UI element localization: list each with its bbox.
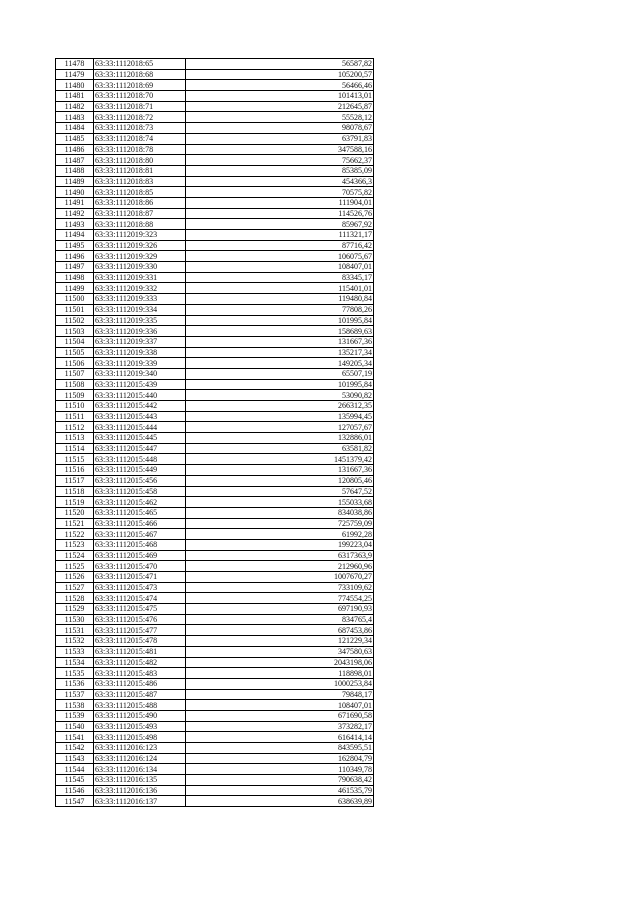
row-number: 11497 (56, 262, 94, 273)
row-number: 11484 (56, 123, 94, 134)
cadastral-number: 63:33:1112015:475 (94, 604, 186, 615)
cadastral-value: 114526,76 (186, 208, 374, 219)
row-number: 11545 (56, 775, 94, 786)
row-number: 11533 (56, 646, 94, 657)
cadastral-value: 57647,52 (186, 486, 374, 497)
cadastral-value: 199223,04 (186, 539, 374, 550)
table-row (56, 304, 374, 315)
cadastral-value: 834038,86 (186, 507, 374, 518)
table-row (56, 732, 374, 743)
row-number: 11502 (56, 315, 94, 326)
cadastral-value: 53090,82 (186, 390, 374, 401)
row-number: 11540 (56, 721, 94, 732)
cadastral-number: 63:33:1112019:330 (94, 262, 186, 273)
cadastral-number: 63:33:1112018:73 (94, 123, 186, 134)
table-row (56, 401, 374, 412)
cadastral-value: 75662,37 (186, 155, 374, 166)
table-row (56, 743, 374, 754)
cadastral-number: 63:33:1112018:72 (94, 112, 186, 123)
table-row (56, 785, 374, 796)
cadastral-number: 63:33:1112018:86 (94, 197, 186, 208)
table-row (56, 764, 374, 775)
row-number: 11507 (56, 368, 94, 379)
cadastral-value: 111321,17 (186, 230, 374, 241)
cadastral-value: 70575,82 (186, 187, 374, 198)
cadastral-number: 63:33:1112015:448 (94, 454, 186, 465)
cadastral-value: 158689,63 (186, 326, 374, 337)
cadastral-number: 63:33:1112015:449 (94, 465, 186, 476)
cadastral-value: 127057,67 (186, 422, 374, 433)
table-row (56, 700, 374, 711)
table-row (56, 497, 374, 508)
row-number: 11531 (56, 625, 94, 636)
cadastral-number: 63:33:1112018:88 (94, 219, 186, 230)
row-number: 11538 (56, 700, 94, 711)
cadastral-value: 2043198,06 (186, 657, 374, 668)
table-row (56, 358, 374, 369)
row-number: 11537 (56, 689, 94, 700)
row-number: 11480 (56, 80, 94, 91)
table-row (56, 262, 374, 273)
row-number: 11523 (56, 539, 94, 550)
cadastral-value: 790638,42 (186, 775, 374, 786)
cadastral-number: 63:33:1112016:135 (94, 775, 186, 786)
cadastral-number: 63:33:1112018:83 (94, 176, 186, 187)
cadastral-value: 115401,01 (186, 283, 374, 294)
table-row (56, 614, 374, 625)
cadastral-number: 63:33:1112015:470 (94, 561, 186, 572)
cadastral-number: 63:33:1112019:331 (94, 272, 186, 283)
table-row (56, 486, 374, 497)
row-number: 11501 (56, 304, 94, 315)
cadastral-number: 63:33:1112015:440 (94, 390, 186, 401)
table-row (56, 443, 374, 454)
cadastral-value: 101413,01 (186, 91, 374, 102)
row-number: 11499 (56, 283, 94, 294)
cadastral-value: 56587,82 (186, 59, 374, 70)
row-number: 11521 (56, 518, 94, 529)
cadastral-number: 63:33:1112015:490 (94, 710, 186, 721)
cadastral-number: 63:33:1112015:482 (94, 657, 186, 668)
cadastral-number: 63:33:1112019:332 (94, 283, 186, 294)
cadastral-number: 63:33:1112015:458 (94, 486, 186, 497)
table-row (56, 604, 374, 615)
cadastral-value: 135217,34 (186, 347, 374, 358)
cadastral-value: 118898,01 (186, 668, 374, 679)
table-row (56, 657, 374, 668)
table-row (56, 240, 374, 251)
cadastral-number: 63:33:1112019:336 (94, 326, 186, 337)
cadastral-value: 212645,87 (186, 101, 374, 112)
row-number: 11528 (56, 593, 94, 604)
row-number: 11505 (56, 347, 94, 358)
table-row (56, 80, 374, 91)
cadastral-number: 63:33:1112015:469 (94, 550, 186, 561)
cadastral-value: 119480,84 (186, 294, 374, 305)
row-number: 11512 (56, 422, 94, 433)
row-number: 11488 (56, 165, 94, 176)
table-row (56, 283, 374, 294)
cadastral-number: 63:33:1112015:467 (94, 529, 186, 540)
table-row (56, 507, 374, 518)
cadastral-number: 63:33:1112015:473 (94, 582, 186, 593)
cadastral-number: 63:33:1112018:69 (94, 80, 186, 91)
cadastral-number: 63:33:1112015:466 (94, 518, 186, 529)
cadastral-number: 63:33:1112019:337 (94, 336, 186, 347)
table-row (56, 272, 374, 283)
cadastral-value: 63581,82 (186, 443, 374, 454)
cadastral-number: 63:33:1112019:333 (94, 294, 186, 305)
cadastral-number: 63:33:1112015:445 (94, 433, 186, 444)
row-number: 11481 (56, 91, 94, 102)
cadastral-number: 63:33:1112016:124 (94, 753, 186, 764)
row-number: 11516 (56, 465, 94, 476)
row-number: 11493 (56, 219, 94, 230)
cadastral-value: 87716,42 (186, 240, 374, 251)
cadastral-number: 63:33:1112015:468 (94, 539, 186, 550)
table-row (56, 347, 374, 358)
row-number: 11547 (56, 796, 94, 807)
row-number: 11543 (56, 753, 94, 764)
row-number: 11509 (56, 390, 94, 401)
cadastral-value: 843595,51 (186, 743, 374, 754)
row-number: 11527 (56, 582, 94, 593)
cadastral-number: 63:33:1112016:136 (94, 785, 186, 796)
table-row (56, 593, 374, 604)
row-number: 11498 (56, 272, 94, 283)
cadastral-value: 687453,86 (186, 625, 374, 636)
cadastral-value: 454366,3 (186, 176, 374, 187)
cadastral-number: 63:33:1112015:477 (94, 625, 186, 636)
row-number: 11486 (56, 144, 94, 155)
row-number: 11529 (56, 604, 94, 615)
cadastral-value: 373282,17 (186, 721, 374, 732)
row-number: 11494 (56, 230, 94, 241)
table-row (56, 251, 374, 262)
row-number: 11539 (56, 710, 94, 721)
cadastral-value: 671690,58 (186, 710, 374, 721)
table-row (56, 775, 374, 786)
row-number: 11526 (56, 572, 94, 583)
table-row (56, 475, 374, 486)
table-row (56, 625, 374, 636)
cadastral-number: 63:33:1112016:137 (94, 796, 186, 807)
cadastral-number: 63:33:1112018:70 (94, 91, 186, 102)
cadastral-value: 110349,78 (186, 764, 374, 775)
cadastral-number: 63:33:1112019:340 (94, 368, 186, 379)
cadastral-value: 6317363,9 (186, 550, 374, 561)
cadastral-value: 120805,46 (186, 475, 374, 486)
cadastral-number: 63:33:1112018:65 (94, 59, 186, 70)
cadastral-number: 63:33:1112018:74 (94, 133, 186, 144)
cadastral-number: 63:33:1112019:335 (94, 315, 186, 326)
cadastral-number: 63:33:1112019:326 (94, 240, 186, 251)
row-number: 11544 (56, 764, 94, 775)
table-row (56, 315, 374, 326)
row-number: 11491 (56, 197, 94, 208)
table-row (56, 187, 374, 198)
row-number: 11524 (56, 550, 94, 561)
cadastral-number: 63:33:1112015:471 (94, 572, 186, 583)
table-row (56, 69, 374, 80)
table-row (56, 176, 374, 187)
cadastral-value: 149205,34 (186, 358, 374, 369)
row-number: 11508 (56, 379, 94, 390)
cadastral-value: 347580,63 (186, 646, 374, 657)
table-row (56, 390, 374, 401)
cadastral-value: 85967,92 (186, 219, 374, 230)
cadastral-value: 79848,17 (186, 689, 374, 700)
table-row (56, 336, 374, 347)
cadastral-value: 108407,01 (186, 262, 374, 273)
cadastral-value: 697190,93 (186, 604, 374, 615)
row-number: 11478 (56, 59, 94, 70)
cadastral-value: 98078,67 (186, 123, 374, 134)
cadastral-value: 834765,4 (186, 614, 374, 625)
row-number: 11513 (56, 433, 94, 444)
cadastral-value: 733109,62 (186, 582, 374, 593)
cadastral-number: 63:33:1112015:487 (94, 689, 186, 700)
row-number: 11500 (56, 294, 94, 305)
table-row (56, 572, 374, 583)
table-row (56, 411, 374, 422)
cadastral-value: 162804,79 (186, 753, 374, 764)
row-number: 11532 (56, 636, 94, 647)
row-number: 11485 (56, 133, 94, 144)
cadastral-value-table (55, 58, 374, 807)
cadastral-value: 266312,35 (186, 401, 374, 412)
row-number: 11479 (56, 69, 94, 80)
cadastral-number: 63:33:1112019:334 (94, 304, 186, 315)
table-row (56, 529, 374, 540)
cadastral-number: 63:33:1112015:488 (94, 700, 186, 711)
row-number: 11535 (56, 668, 94, 679)
cadastral-value: 63791,83 (186, 133, 374, 144)
row-number: 11492 (56, 208, 94, 219)
row-number: 11511 (56, 411, 94, 422)
table-row (56, 582, 374, 593)
table-row (56, 208, 374, 219)
table-row (56, 197, 374, 208)
cadastral-value: 131667,36 (186, 465, 374, 476)
cadastral-number: 63:33:1112015:444 (94, 422, 186, 433)
row-number: 11482 (56, 101, 94, 112)
cadastral-number: 63:33:1112015:478 (94, 636, 186, 647)
row-number: 11525 (56, 561, 94, 572)
cadastral-value: 774554,25 (186, 593, 374, 604)
row-number: 11503 (56, 326, 94, 337)
row-number: 11542 (56, 743, 94, 754)
row-number: 11495 (56, 240, 94, 251)
cadastral-number: 63:33:1112016:123 (94, 743, 186, 754)
cadastral-number: 63:33:1112018:85 (94, 187, 186, 198)
row-number: 11483 (56, 112, 94, 123)
cadastral-value: 638639,89 (186, 796, 374, 807)
cadastral-number: 63:33:1112015:498 (94, 732, 186, 743)
table-row (56, 144, 374, 155)
cadastral-number: 63:33:1112015:462 (94, 497, 186, 508)
table-row (56, 326, 374, 337)
row-number: 11504 (56, 336, 94, 347)
table-row (56, 422, 374, 433)
cadastral-value: 155033,68 (186, 497, 374, 508)
cadastral-number: 63:33:1112015:442 (94, 401, 186, 412)
row-number: 11520 (56, 507, 94, 518)
row-number: 11518 (56, 486, 94, 497)
cadastral-number: 63:33:1112015:443 (94, 411, 186, 422)
cadastral-value: 132886,01 (186, 433, 374, 444)
cadastral-value: 135994,45 (186, 411, 374, 422)
cadastral-value: 616414,14 (186, 732, 374, 743)
cadastral-value: 85385,09 (186, 165, 374, 176)
cadastral-number: 63:33:1112015:483 (94, 668, 186, 679)
cadastral-value: 101995,84 (186, 379, 374, 390)
row-number: 11546 (56, 785, 94, 796)
table-row (56, 796, 374, 807)
table-row (56, 123, 374, 134)
cadastral-value: 1007670,27 (186, 572, 374, 583)
cadastral-value: 1000253,84 (186, 678, 374, 689)
cadastral-value: 83345,17 (186, 272, 374, 283)
row-number: 11541 (56, 732, 94, 743)
cadastral-number: 63:33:1112018:87 (94, 208, 186, 219)
cadastral-number: 63:33:1112019:339 (94, 358, 186, 369)
table-body (56, 59, 374, 807)
table-row (56, 721, 374, 732)
table-row (56, 668, 374, 679)
table-row (56, 433, 374, 444)
row-number: 11496 (56, 251, 94, 262)
row-number: 11490 (56, 187, 94, 198)
table-row (56, 454, 374, 465)
cadastral-number: 63:33:1112018:68 (94, 69, 186, 80)
row-number: 11519 (56, 497, 94, 508)
row-number: 11506 (56, 358, 94, 369)
cadastral-number: 63:33:1112015:476 (94, 614, 186, 625)
cadastral-number: 63:33:1112018:78 (94, 144, 186, 155)
row-number: 11522 (56, 529, 94, 540)
row-number: 11489 (56, 176, 94, 187)
table-row (56, 112, 374, 123)
table-row (56, 165, 374, 176)
cadastral-number: 63:33:1112015:439 (94, 379, 186, 390)
cadastral-value: 56466,46 (186, 80, 374, 91)
table-row (56, 219, 374, 230)
cadastral-number: 63:33:1112019:323 (94, 230, 186, 241)
table-row (56, 155, 374, 166)
cadastral-number: 63:33:1112015:456 (94, 475, 186, 486)
cadastral-value: 1451379,42 (186, 454, 374, 465)
cadastral-number: 63:33:1112015:486 (94, 678, 186, 689)
table-row (56, 368, 374, 379)
cadastral-value: 461535,79 (186, 785, 374, 796)
table-row (56, 230, 374, 241)
table-row (56, 133, 374, 144)
cadastral-number: 63:33:1112015:465 (94, 507, 186, 518)
row-number: 11515 (56, 454, 94, 465)
row-number: 11530 (56, 614, 94, 625)
table-row (56, 689, 374, 700)
table-row (56, 465, 374, 476)
table-row (56, 91, 374, 102)
cadastral-value: 111904,01 (186, 197, 374, 208)
cadastral-number: 63:33:1112015:447 (94, 443, 186, 454)
table-row (56, 294, 374, 305)
cadastral-value: 131667,36 (186, 336, 374, 347)
cadastral-number: 63:33:1112015:493 (94, 721, 186, 732)
cadastral-number: 63:33:1112019:329 (94, 251, 186, 262)
table-row (56, 636, 374, 647)
cadastral-value: 108407,01 (186, 700, 374, 711)
table-row (56, 539, 374, 550)
cadastral-value: 725759,09 (186, 518, 374, 529)
table-row (56, 59, 374, 70)
cadastral-value: 65507,19 (186, 368, 374, 379)
row-number: 11514 (56, 443, 94, 454)
table-row (56, 561, 374, 572)
cadastral-value: 121229,34 (186, 636, 374, 647)
cadastral-number: 63:33:1112019:338 (94, 347, 186, 358)
row-number: 11534 (56, 657, 94, 668)
cadastral-value: 106075,67 (186, 251, 374, 262)
cadastral-number: 63:33:1112018:80 (94, 155, 186, 166)
table-row (56, 646, 374, 657)
table-row (56, 379, 374, 390)
row-number: 11510 (56, 401, 94, 412)
cadastral-value: 55528,12 (186, 112, 374, 123)
row-number: 11517 (56, 475, 94, 486)
cadastral-number: 63:33:1112015:474 (94, 593, 186, 604)
table-row (56, 678, 374, 689)
cadastral-value: 77808,26 (186, 304, 374, 315)
table-row (56, 753, 374, 764)
cadastral-value: 347588,16 (186, 144, 374, 155)
cadastral-value: 105200,57 (186, 69, 374, 80)
cadastral-number: 63:33:1112018:81 (94, 165, 186, 176)
cadastral-value: 61992,28 (186, 529, 374, 540)
cadastral-number: 63:33:1112016:134 (94, 764, 186, 775)
cadastral-value: 212960,96 (186, 561, 374, 572)
table-row (56, 710, 374, 721)
table-row (56, 550, 374, 561)
table-row (56, 101, 374, 112)
table-row (56, 518, 374, 529)
row-number: 11487 (56, 155, 94, 166)
cadastral-number: 63:33:1112015:481 (94, 646, 186, 657)
cadastral-value: 101995,84 (186, 315, 374, 326)
row-number: 11536 (56, 678, 94, 689)
cadastral-number: 63:33:1112018:71 (94, 101, 186, 112)
